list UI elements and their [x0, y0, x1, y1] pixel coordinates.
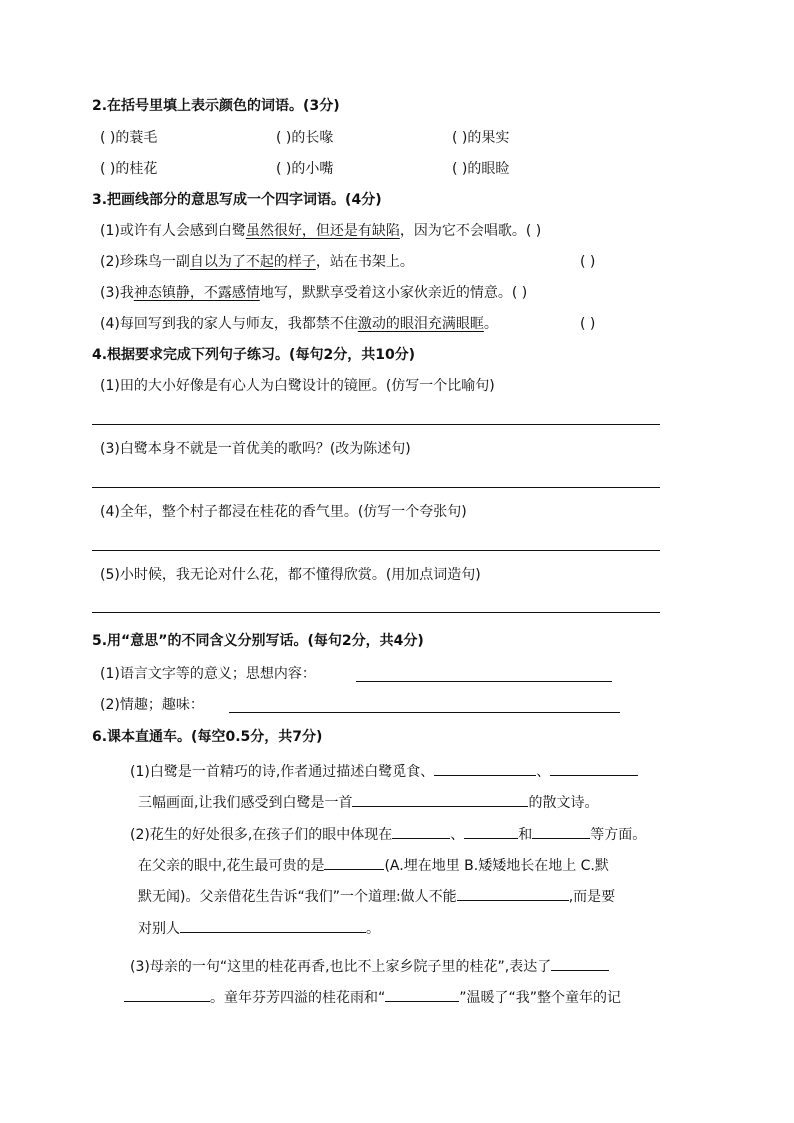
q4-answer-line-5[interactable]: [92, 612, 660, 613]
q3-item-1-text-b[interactable]: ，因为它不会唱歌。( ): [399, 223, 542, 239]
q3-title: 3.把画线部分的意思写成一个四字词语。(4分): [92, 192, 382, 208]
q3-item-2-answer-paren[interactable]: ( ): [580, 254, 596, 270]
q6-p1-sep: 、: [536, 764, 551, 780]
q6-p1-text-a: (1)白鹭是一首精巧的诗,作者通过描述白鹭觅食、: [130, 764, 435, 780]
q2-title: 2.在括号里填上表示颜色的词语。(3分): [92, 98, 340, 114]
q6-p3-line2: [124, 986, 621, 1008]
q6-p2-line4: [138, 917, 380, 939]
q5-answer-line-1[interactable]: [356, 681, 612, 682]
q3-item-2: [100, 252, 414, 272]
q6-p2-sep: 、: [450, 827, 465, 843]
q6-blank-10[interactable]: [551, 955, 609, 971]
q2-blank-1[interactable]: ( )的蓑毛: [100, 130, 158, 146]
q6-p2-text-c: 在父亲的眼中,花生最可贵的是: [138, 858, 325, 874]
q6-p2-and: 和: [518, 827, 533, 843]
q6-blank-2[interactable]: [550, 760, 638, 776]
q6-p2-text-f: ,而是要: [568, 889, 616, 905]
q6-p3-line1: [130, 955, 609, 977]
q3-item-2-text-a: (2)珍珠鸟一副: [100, 254, 190, 270]
q6-blank-7[interactable]: [324, 854, 384, 870]
q3-item-3-underlined: 神态镇静，不露感情: [133, 285, 260, 301]
q6-p2-line2: [138, 854, 609, 876]
q3-item-3-text-b[interactable]: 地写，默默享受着这小家伙亲近的情意。( ): [259, 285, 528, 301]
q6-blank-11[interactable]: [124, 986, 210, 1002]
q6-p1-text-b: 三幅画面,让我们感受到白鹭是一首: [138, 795, 353, 811]
q6-p2-text-a: (2)花生的好处很多,在孩子们的眼中体现在: [130, 827, 393, 843]
q6-p2-text-g: 对别人: [138, 921, 180, 937]
q2-blank-6[interactable]: ( )的眼睑: [452, 161, 510, 177]
q6-p1-text-c: 的散文诗。: [528, 795, 599, 811]
q3-item-1-underlined: 虽然很好，但还是有缺陷: [245, 223, 400, 239]
q6-blank-1[interactable]: [434, 760, 536, 776]
q4-item-5: (5)小时候，我无论对什么花，都不懂得欣赏。(用加点词造句): [100, 567, 481, 583]
q6-p3-text-b: 。童年芬芳四溢的桂花雨和“: [210, 990, 386, 1006]
q5-item-2: (2)情趣；趣味：: [100, 697, 204, 713]
q6-p3-text-a: (3)母亲的一句“这里的桂花再香,也比不上家乡院子里的桂花”,表达了: [130, 959, 552, 975]
q4-answer-line-1[interactable]: [92, 424, 660, 425]
q3-item-4-underlined: 激动的眼泪充满眼眶: [357, 316, 484, 332]
q6-blank-3[interactable]: [352, 791, 528, 807]
q6-p2-text-d: (A.埋在地里 B.矮矮地长在地上 C.默: [384, 858, 609, 874]
q4-answer-line-3[interactable]: [92, 487, 660, 488]
q4-answer-line-4[interactable]: [92, 550, 660, 551]
q3-item-3-text-a: (3)我: [100, 285, 134, 301]
q3-item-4-text-b: 。: [483, 316, 498, 332]
q2-blank-2[interactable]: ( )的长喙: [276, 130, 334, 146]
q3-item-1-text-a: (1)或许有人会感到白鹭: [100, 223, 246, 239]
q5-item-1: (1)语言文字等的意义；思想内容：: [100, 666, 316, 682]
q6-p1-line2: [138, 791, 598, 813]
q3-item-1: [100, 221, 541, 241]
q4-item-4: (4)全年，整个村子都浸在桂花的香气里。(仿写一个夸张句): [100, 504, 467, 520]
q2-blank-3[interactable]: ( )的果实: [452, 130, 510, 146]
q2-blank-5[interactable]: ( )的小嘴: [276, 161, 334, 177]
q3-item-3: [100, 283, 527, 303]
q5-answer-line-2[interactable]: [229, 712, 620, 713]
q3-item-2-underlined: 自以为了不起的样子: [189, 254, 316, 270]
q3-item-4-text-a: (4)每回写到我的家人与师友，我都禁不住: [100, 316, 358, 332]
q6-blank-9[interactable]: [180, 917, 366, 933]
q6-blank-8[interactable]: [457, 885, 569, 901]
q4-item-1: (1)田的大小好像是有心人为白鹭设计的镜匣。(仿写一个比喻句): [100, 378, 495, 394]
q6-p2-text-e: 默无闻)。父亲借花生告诉“我们”一个道理:做人不能: [138, 889, 457, 905]
q5-title: 5.用“意思”的不同含义分别写话。(每句2分，共4分): [92, 633, 424, 649]
q6-p2-line3: [138, 885, 615, 907]
q6-blank-6[interactable]: [532, 823, 590, 839]
q2-blank-4[interactable]: ( )的桂花: [100, 161, 158, 177]
q6-title: 6.课本直通车。(每空0.5分，共7分): [92, 729, 323, 745]
q6-p2-text-h: 。: [366, 921, 380, 937]
q3-item-4: [100, 314, 498, 334]
q3-item-4-answer-paren[interactable]: ( ): [580, 316, 596, 332]
q4-item-3: (3)白鹭本身不就是一首优美的歌吗？(改为陈述句): [100, 441, 411, 457]
q6-p2-text-b: 等方面。: [590, 827, 647, 843]
q3-item-2-text-b: ，站在书架上。: [315, 254, 414, 270]
q6-p2-line1: [130, 823, 646, 845]
q6-p3-text-c: ”温暖了“我”整个童年的记: [459, 990, 622, 1006]
q6-blank-4[interactable]: [392, 823, 450, 839]
q4-title: 4.根据要求完成下列句子练习。(每句2分，共10分): [92, 347, 416, 363]
q6-p1-line1: [130, 760, 638, 782]
q6-blank-12[interactable]: [385, 986, 459, 1002]
q6-blank-5[interactable]: [464, 823, 518, 839]
